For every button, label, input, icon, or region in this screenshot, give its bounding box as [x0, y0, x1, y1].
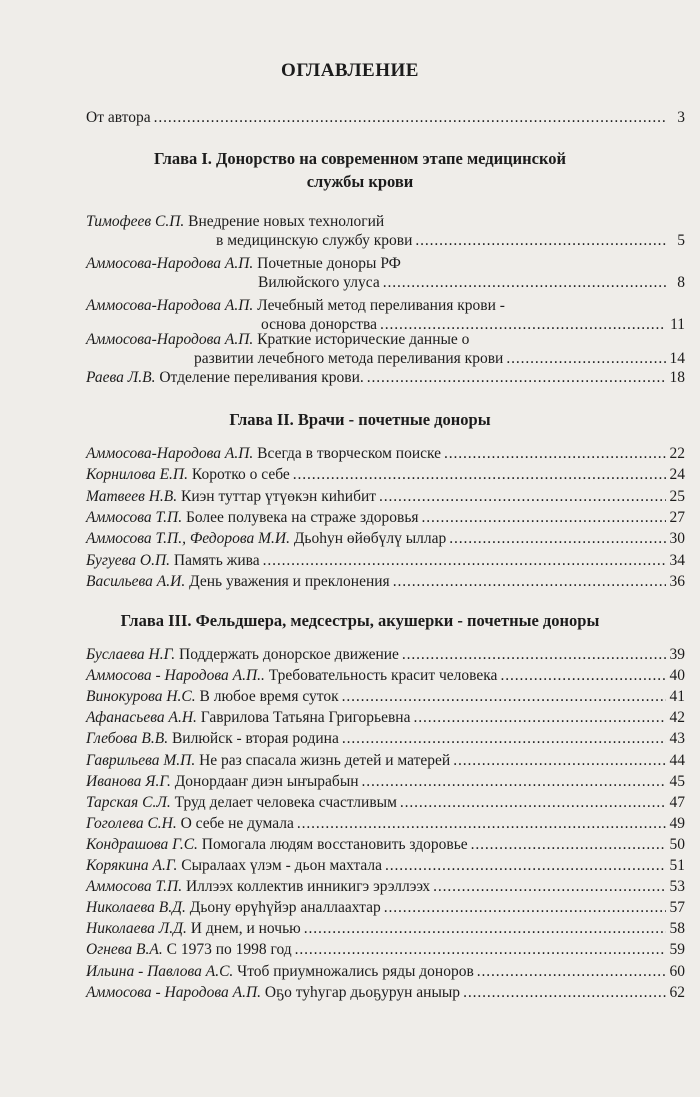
entry-text: Чтоб приумножались ряды доноров [233, 962, 474, 980]
leader-dots [453, 751, 666, 770]
toc-entry [86, 465, 685, 484]
page-number: 50 [669, 835, 685, 853]
page-number: 47 [669, 793, 685, 811]
entry-text: Дьоһун өйөбүлү ыллар [289, 530, 447, 548]
entry-author: Иванова Я.Г. [86, 772, 171, 790]
page-number: 5 [677, 232, 685, 249]
toc-entry [86, 444, 685, 463]
toc-entry [86, 962, 685, 981]
entry-author: Ильина - Павлова А.С. [86, 962, 234, 980]
toc-entry [86, 919, 685, 938]
entry-author: Буслаева Н.Г. [86, 646, 176, 663]
entry-author: Аммосова Т.П., Федорова М.И. [86, 530, 290, 548]
page-number: 57 [669, 899, 685, 917]
entry-text: От автора [86, 109, 151, 126]
page-title: ОГЛАВЛЕНИЕ [281, 60, 419, 81]
page-number: 58 [669, 920, 685, 938]
entry-author: Глебова В.В. [86, 730, 169, 748]
leader-dots [477, 962, 666, 981]
leader-dots [293, 465, 666, 484]
page-number: 51 [669, 857, 685, 874]
page-number: 59 [669, 941, 685, 959]
toc-entry [86, 551, 685, 570]
toc-entry [86, 940, 685, 959]
toc-entry [86, 572, 685, 591]
entry-text: В любое время суток [195, 688, 339, 706]
entry-text: Киэн туттар үтүөкэн киһибит [177, 487, 377, 505]
toc-entry [86, 877, 685, 896]
entry-author: Аммосова-Народова А.П. [86, 445, 254, 462]
chapter-heading-line: Глава I. Донорство на современном этапе медицинской [153, 149, 567, 168]
leader-dots [297, 814, 666, 833]
leader-dots [295, 940, 666, 959]
entry-text: Вилюйского улуса [258, 274, 380, 291]
chapter-heading: Глава II. Врачи - почетные доноры [229, 410, 491, 429]
entry-text: И днем, и ночью [186, 920, 301, 938]
toc-entry [86, 529, 685, 548]
leader-dots [263, 551, 666, 570]
entry-text: Краткие исторические данные о [253, 331, 470, 348]
toc-entry [86, 708, 685, 727]
entry-author: Афанасьева А.Н. [86, 709, 197, 727]
chapter-heading [60, 147, 660, 193]
entry-author: Аммосова Т.П. [86, 878, 183, 896]
leader-dots [402, 645, 666, 664]
entry-author: Гаврильева М.П. [86, 751, 196, 769]
page-number: 53 [669, 878, 685, 896]
page-number: 36 [669, 572, 685, 590]
entry-text: Иллээх коллектив инникигэ эрэллээх [182, 878, 431, 896]
page-number: 34 [669, 551, 685, 569]
leader-dots [463, 983, 666, 1002]
page-number: 62 [669, 983, 685, 1001]
entry-text: День уважения и преклонения [185, 572, 390, 590]
toc-entry [86, 296, 685, 334]
leader-dots [415, 231, 666, 250]
entry-author: Кондрашова Г.С. [86, 835, 198, 853]
entry-author: Аммосова-Народова А.П. [86, 331, 254, 348]
leader-dots [433, 877, 666, 896]
entry-author: Аммосова-Народова А.П. [86, 297, 254, 314]
leader-dots [506, 349, 666, 368]
toc-entry [86, 772, 685, 791]
entry-text: Всегда в творческом поиске [253, 445, 442, 462]
entry-text: Лечебный метод переливания крови - [253, 297, 505, 314]
page-number: 22 [669, 445, 685, 462]
leader-dots [471, 835, 666, 854]
entry-text: Оҕо туһугар дьоҕурун аныыр [261, 983, 461, 1001]
entry-text: развитии лечебного метода переливания крови [194, 350, 504, 367]
page-number: 49 [669, 814, 685, 832]
leader-dots [379, 487, 666, 506]
entry-text: Отделение переливания крови. [155, 369, 364, 386]
toc-entry [86, 856, 685, 875]
entry-text: Внедрение новых технологий [184, 213, 385, 230]
toc-entry [86, 212, 685, 250]
leader-dots [342, 687, 666, 706]
leader-dots [304, 919, 666, 938]
toc-entry [86, 254, 685, 292]
chapter-heading-line: службы крови [306, 172, 414, 191]
entry-author: Бугуева О.П. [86, 551, 171, 569]
leader-dots [154, 108, 666, 127]
entry-text: С 1973 по 1998 год [162, 941, 292, 959]
page-number: 41 [669, 688, 685, 706]
page-number: 27 [669, 508, 685, 526]
page-number: 42 [669, 709, 685, 727]
entry-author: Васильева А.И. [86, 572, 186, 590]
leader-dots [449, 529, 666, 548]
entry-text: О себе не думала [176, 814, 294, 832]
entry-author: Тимофеев С.П. [86, 213, 185, 230]
page-number: 40 [669, 667, 685, 685]
toc-entry [86, 330, 685, 368]
toc-entry [86, 487, 685, 506]
entry-author: Аммосова-Народова А.П. [86, 255, 254, 272]
entry-text: Почетные доноры РФ [253, 255, 401, 272]
entry-text: Требовательность красит человека [264, 667, 498, 685]
toc-entry [86, 645, 685, 664]
page-number: 3 [677, 109, 685, 126]
leader-dots [383, 273, 666, 292]
entry-author: Николаева В.Д. [86, 899, 186, 917]
entry-text: Дьону өрүһүйэр аналлаахтар [185, 899, 381, 917]
leader-dots [413, 708, 666, 727]
page-number: 45 [669, 772, 685, 790]
entry-author: Николаева Л.Д. [86, 920, 187, 938]
leader-dots [367, 368, 666, 387]
leader-dots [400, 793, 666, 812]
entry-text: Донордааҥ диэн ыҥырабын [170, 772, 359, 790]
page-number: 39 [669, 646, 685, 663]
entry-text: Более полувека на страже здоровья [182, 508, 419, 526]
toc-entry [86, 835, 685, 854]
toc-entry [86, 368, 685, 387]
entry-text: Сыралаах үлэм - дьон махтала [177, 857, 383, 874]
chapter-heading: Глава III. Фельдшера, медсестры, акушерки - почетные доноры [120, 611, 600, 630]
page-number: 44 [669, 751, 685, 769]
entry-author: Огнева В.А. [86, 941, 163, 959]
entry-text: Гаврилова Татьяна Григорьевна [196, 709, 411, 727]
entry-author: Винокурова Н.С. [86, 688, 196, 706]
leader-dots [384, 898, 666, 917]
page-number: 25 [669, 487, 685, 505]
toc-entry [86, 666, 685, 685]
entry-text: в медицинскую службу крови [216, 232, 413, 249]
toc-entry [86, 687, 685, 706]
entry-author: Аммосова - Народова А.П.. [86, 667, 265, 685]
toc-entry [86, 793, 685, 812]
entry-author: Корякина А.Г. [86, 857, 178, 874]
entry-text: Помогала людям восстановить здоровье [197, 835, 468, 853]
page-number: 18 [669, 369, 685, 386]
page-number: 8 [677, 274, 685, 291]
page-number: 43 [669, 730, 685, 748]
entry-text: Память жива [170, 551, 260, 569]
entry-text: Поддержать донорское движение [175, 646, 399, 663]
entry-author: Аммосова Т.П. [86, 508, 183, 526]
page-number: 24 [669, 466, 685, 484]
leader-dots [393, 572, 666, 591]
entry-text: Вилюйск - вторая родина [168, 730, 339, 748]
entry-text: Коротко о себе [188, 466, 290, 484]
entry-text: Труд делает человека счастливым [170, 793, 397, 811]
toc-entry [86, 983, 685, 1002]
leader-dots [362, 772, 666, 791]
page-number: 11 [670, 316, 685, 333]
page-number: 60 [669, 962, 685, 980]
toc-entry [86, 898, 685, 917]
leader-dots [422, 508, 666, 527]
entry-author: Тарская С.Л. [86, 793, 171, 811]
toc-entry-intro [86, 108, 685, 127]
leader-dots [500, 666, 666, 685]
entry-text: основа донорства [261, 316, 378, 333]
entry-author: Матвеев Н.В. [86, 487, 178, 505]
leader-dots [342, 729, 666, 748]
entry-author: Аммосова - Народова А.П. [86, 983, 262, 1001]
leader-dots [444, 444, 666, 463]
entry-author: Гоголева С.Н. [86, 814, 177, 832]
toc-entry [86, 729, 685, 748]
page-number: 14 [669, 350, 685, 367]
toc-entry [86, 751, 685, 770]
entry-author: Раева Л.В. [86, 369, 156, 386]
entry-author: Корнилова Е.П. [86, 466, 188, 484]
toc-entry [86, 508, 685, 527]
page-number: 30 [669, 530, 685, 548]
entry-text: Не раз спасала жизнь детей и матерей [195, 751, 451, 769]
leader-dots [385, 856, 666, 875]
toc-entry [86, 814, 685, 833]
